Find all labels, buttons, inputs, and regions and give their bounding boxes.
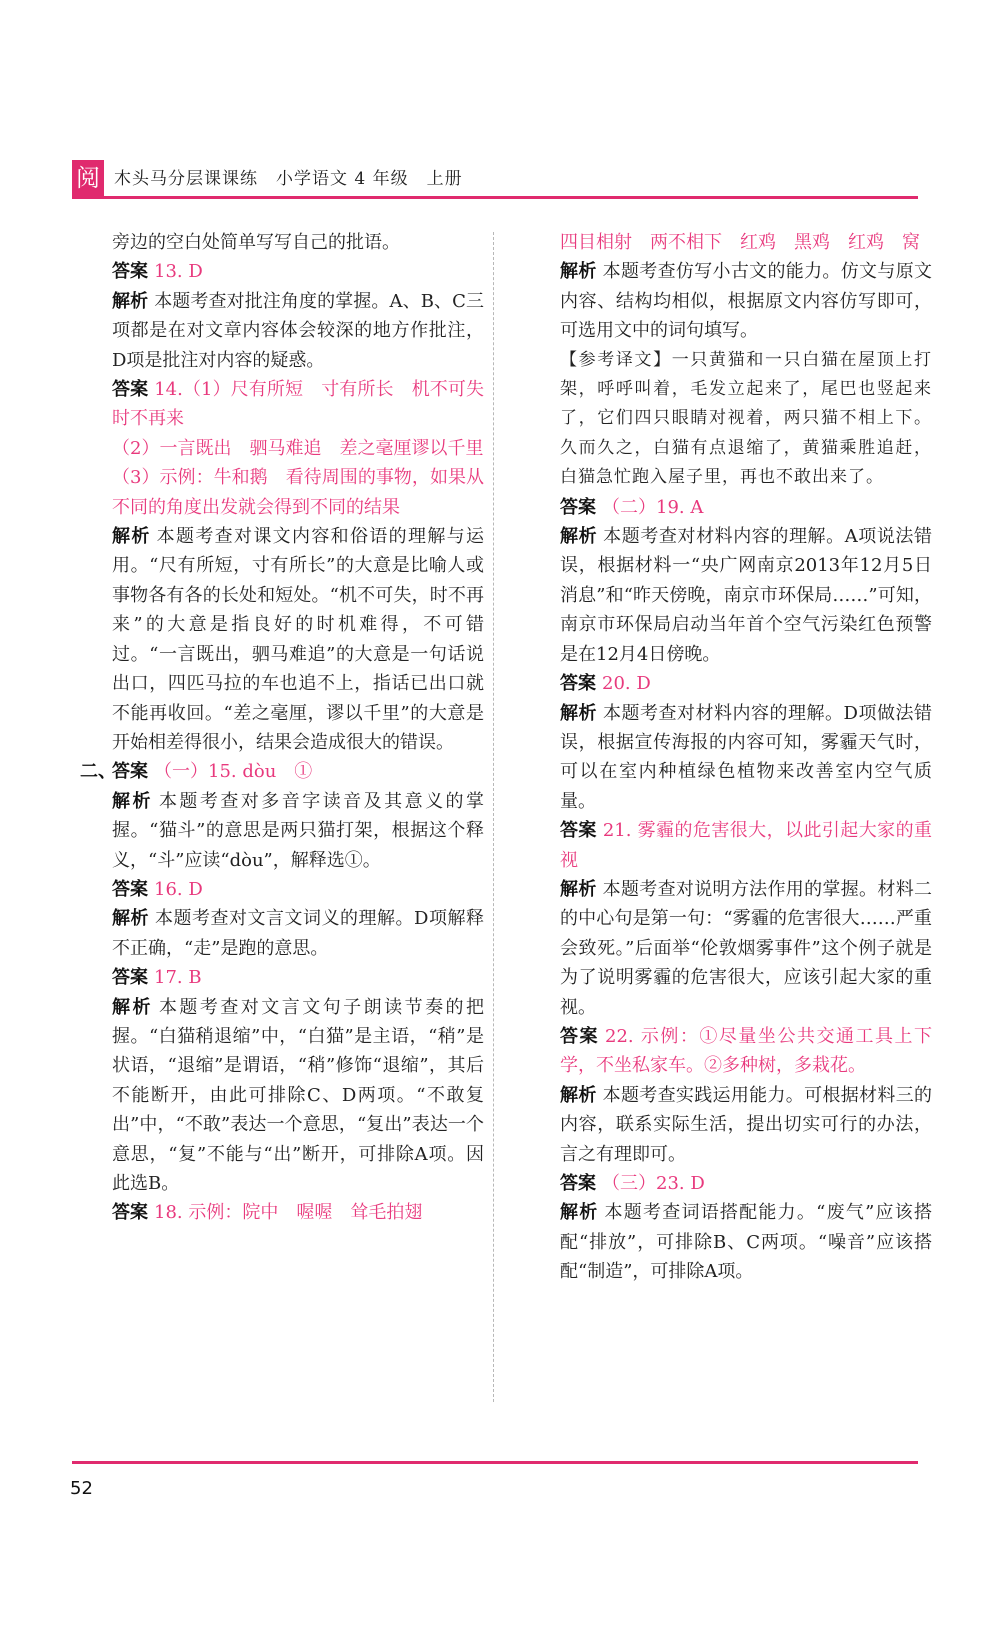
analysis-23 xyxy=(560,1198,932,1286)
analysis-text: 本题考查对课文内容和俗语的理解与运用。“尺有所短，寸有所长”的大意是比喻人或事物各有各的长处和短处。“机不可失，时不再来”的大意是指良好的时机难得，不可错过。“一言既出，驷马难追”的大意是一句话说出口，四匹马拉的车也追不上，指话已出口就不能再收回。“差之毫厘，谬以千里”的大意是开始相差得很小，结果会造成很大的错误。 xyxy=(112,526,485,753)
paragraph-continued: 旁边的空白处简单写写自己的批语。 xyxy=(112,232,400,253)
section-number: 二、 xyxy=(80,761,116,783)
analysis-text: 本题考查仿写小古文的能力。仿文与原文内容、结构均相似，根据原文内容仿写即可，可选用文中的词句填写。 xyxy=(560,261,933,342)
analysis-text: 本题考查对文言文句子朗读节奏的把握。“白猫稍退缩”中，“白猫”是主语，“稍”是状语，“退缩”是谓语，“稍”修饰“退缩”，其后不能断开，由此可排除C、D两项。“不敢复出”中，“不敢”表达一个意思，“复出”表达一个意思，“复”不能与“出”断开，可排除A项。因此选B。 xyxy=(112,996,485,1194)
answer-label: 答案 xyxy=(112,379,149,401)
analysis-label: 解析 xyxy=(112,790,153,812)
header-title: 木头马分层课课练 小学语文 4 年级 上册 xyxy=(114,169,463,189)
answer-14 xyxy=(112,375,502,434)
answer-18 xyxy=(112,1198,484,1227)
answer-14-part2: （2）一言既出 驷马难追 差之毫厘谬以千里 xyxy=(112,437,484,459)
answer-text: 18. 示例：院中 喔喔 耸毛拍翅 xyxy=(154,1202,423,1224)
analysis-text: 本题考查对材料内容的理解。A项说法错误，根据材料一“央广网南京2013年12月5日消息”和“昨天傍晚，南京市环保局……”可知，南京市环保局启动当年首个空气污染红色预警是在12月4日傍晚。 xyxy=(560,526,933,665)
page-header xyxy=(72,160,918,196)
analysis-text: 本题考查对多音字读音及其意义的掌握。“猫斗”的意思是两只猫打架，根据这个释义，“斗”应读“dòu”，解释选①。 xyxy=(112,790,485,871)
analysis-13 xyxy=(112,287,484,375)
analysis-label: 解析 xyxy=(560,702,598,724)
reference-translation: 【参考译文】一只黄猫和一只白猫在屋顶上打架，呼呼叫着，毛发立起来了，尾巴也竖起来了，它们四只眼睛对视着，两只猫不相上下。久而久之，白猫有点退缩了，黄猫乘胜追赶，白猫急忙跑入屋子里，再也不敢出来了。 xyxy=(560,349,932,488)
analysis-label: 解析 xyxy=(560,261,597,283)
analysis-17 xyxy=(112,993,484,1199)
answer-text: 13. D xyxy=(154,261,203,283)
column-divider xyxy=(493,232,494,1402)
answer-text: （二）19. A xyxy=(602,496,704,518)
analysis-21 xyxy=(560,875,932,1022)
analysis-text: 本题考查对说明方法作用的掌握。材料二的中心句是第一句：“雾霾的危害很大……严重会致死。”后面举“伦敦烟雾事件”这个例子就是为了说明雾霾的危害很大，应该引起大家的重视。 xyxy=(560,878,933,1018)
analysis-text: 本题考查对批注角度的掌握。A、B、C三项都是在对文章内容体会较深的地方作批注，D项是批注对内容的疑惑。 xyxy=(112,290,485,371)
analysis-15 xyxy=(112,787,484,875)
analysis-label: 解析 xyxy=(560,526,598,548)
answer-label: 答案 xyxy=(112,261,148,283)
answer-label: 答案 xyxy=(112,1202,148,1224)
answer-label: 答案 xyxy=(112,761,148,783)
answer-19 xyxy=(560,493,932,522)
answer-label: 答案 xyxy=(560,820,597,842)
answer-16 xyxy=(112,875,484,904)
analysis-16 xyxy=(112,904,484,963)
answer-13 xyxy=(112,257,484,286)
answer-text: （一）15. dòu ① xyxy=(154,761,313,783)
analysis-label: 解析 xyxy=(112,908,150,930)
analysis-22 xyxy=(560,1081,932,1169)
book-logo-icon: 阅 xyxy=(72,160,104,196)
analysis-label: 解析 xyxy=(112,290,149,312)
answer-23 xyxy=(560,1169,932,1198)
analysis-label: 解析 xyxy=(560,1202,599,1224)
answer-text: （三）23. D xyxy=(602,1173,705,1194)
analysis-label: 解析 xyxy=(112,526,151,548)
header-rule xyxy=(72,196,918,199)
answer-20 xyxy=(560,669,932,698)
answer-14-part3: （3）示例：牛和鹅 看待周围的事物，如果从不同的角度出发就会得到不同的结果 xyxy=(112,467,484,518)
answer-21 xyxy=(560,816,932,875)
answer-22 xyxy=(560,1022,932,1081)
analysis-label: 解析 xyxy=(560,1084,597,1106)
analysis-text: 本题考查实践运用能力。可根据材料三的内容，联系实际生活，提出切实可行的办法，言之有理即可。 xyxy=(560,1084,933,1165)
answer-text: 20. D xyxy=(602,673,651,695)
footer-rule xyxy=(72,1461,918,1464)
analysis-label: 解析 xyxy=(112,996,153,1018)
analysis-text: 本题考查词语搭配能力。“废气”应该搭配“排放”，可排除B、C两项。“噪音”应该搭配“制造”，可排除A项。 xyxy=(560,1202,932,1283)
right-column xyxy=(560,228,932,1287)
analysis-19 xyxy=(560,522,932,669)
analysis-18 xyxy=(560,257,932,345)
analysis-text: 本题考查对材料内容的理解。D项做法错误，根据宣传海报的内容可知，雾霾天气时，可以在室内种植绿色植物来改善室内空气质量。 xyxy=(560,702,933,812)
answer-label: 答案 xyxy=(560,496,596,518)
answer-18-continued: 四目相射 两不相下 红鸡 黑鸡 红鸡 窝 xyxy=(560,232,920,253)
answer-label: 答案 xyxy=(560,1025,600,1047)
analysis-20 xyxy=(560,699,932,817)
answer-label: 答案 xyxy=(560,1173,596,1194)
answer-17 xyxy=(112,963,484,992)
answer-label: 答案 xyxy=(560,673,596,695)
analysis-label: 解析 xyxy=(560,878,597,900)
answer-15 xyxy=(80,757,484,786)
answer-text: 14.（1）尺有所短 寸有所长 机不可失 时不再来 xyxy=(112,379,502,430)
answer-label: 答案 xyxy=(112,967,148,989)
page-number: 52 xyxy=(70,1478,93,1499)
answer-text: 22. 示例：①尽量坐公共交通工具上下学，不坐私家车。②多种树，多栽花。 xyxy=(560,1025,933,1077)
answer-text: 17. B xyxy=(154,967,202,989)
answer-text: 16. D xyxy=(154,878,203,900)
left-column xyxy=(80,228,502,1228)
analysis-text: 本题考查对文言文词义的理解。D项解释不正确，“走”是跑的意思。 xyxy=(112,908,485,959)
answer-text: 21. 雾霾的危害很大，以此引起大家的重视 xyxy=(560,820,932,871)
analysis-14 xyxy=(112,522,484,757)
answer-label: 答案 xyxy=(112,878,148,900)
